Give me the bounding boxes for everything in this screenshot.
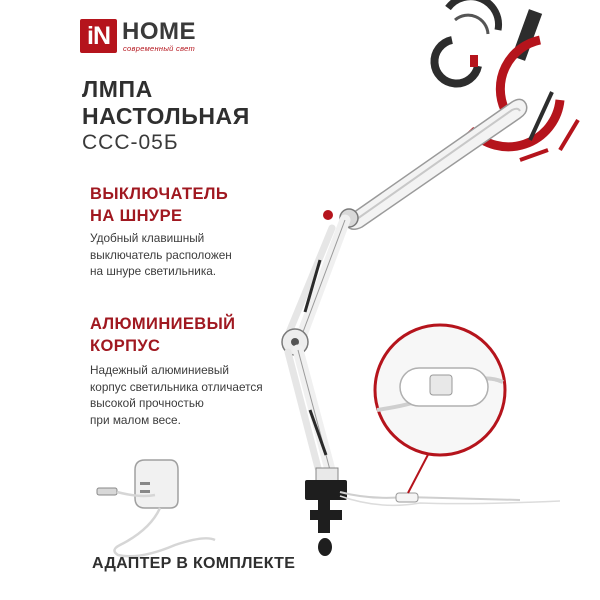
feature-body-text-line: корпус светильника отличается: [90, 379, 263, 394]
decor-graphic: [434, 0, 578, 160]
product-title: [82, 76, 250, 130]
feature-switch-title-line2: НА ШНУРЕ: [90, 207, 183, 225]
feature-switch-title-line1: ВЫКЛЮЧАТЕЛЬ: [90, 185, 229, 203]
feature-body-title-line2: КОРПУС: [90, 337, 161, 355]
feature-switch-text-line: Удобный клавишный: [90, 231, 205, 245]
feature-switch-text-line: выключатель расположен: [90, 247, 232, 262]
logo-in-badge: iN: [80, 19, 117, 53]
feature-body-text: [90, 362, 263, 428]
power-adapter: [97, 460, 215, 556]
feature-switch-text: [90, 230, 232, 280]
product-title-line2: НАСТОЛЬНАЯ: [82, 103, 250, 129]
feature-switch-title: [90, 183, 228, 227]
product-model: ССС-05Б: [82, 131, 179, 154]
product-title-line1: ЛМПА: [82, 76, 153, 102]
feature-switch-text-line: на шнуре светильника.: [90, 264, 217, 278]
lamp-head: [346, 99, 527, 229]
lamp-arm: [282, 209, 358, 482]
logo-tagline: современный свет: [123, 44, 196, 53]
feature-body-text-line: высокой прочностью: [90, 396, 204, 410]
feature-body-title: [90, 313, 235, 357]
feature-body-text-line: Надежный алюминиевый: [90, 363, 230, 377]
logo-home-text: HOME: [122, 18, 196, 45]
feature-body-title-line1: АЛЮМИНИЕВЫЙ: [90, 315, 236, 333]
lamp-cable: [340, 447, 560, 505]
feature-body-text-line: при малом весе.: [90, 412, 181, 427]
adapter-caption: АДАПТЕР В КОМПЛЕКТЕ: [92, 555, 296, 572]
switch-zoom: [375, 325, 505, 455]
